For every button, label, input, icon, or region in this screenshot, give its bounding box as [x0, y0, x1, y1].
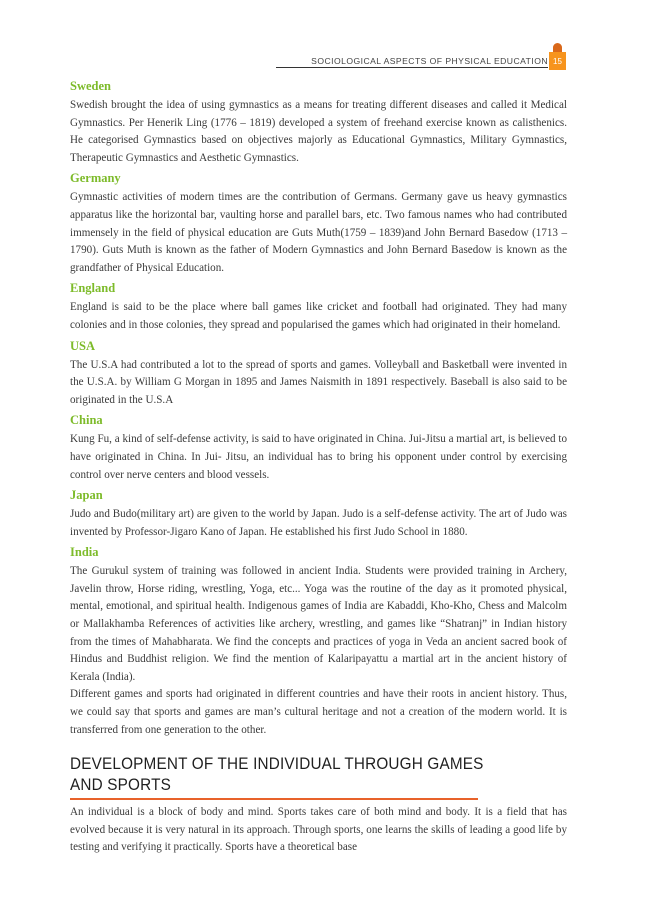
section-title: USA — [70, 338, 96, 353]
section-japan — [70, 487, 567, 541]
heading-line: AND SPORTS — [70, 775, 171, 795]
section-paragraph: Judo and Budo(military art) are given to the world by Japan. Judo is a self-defense activity. The art of Judo was invented by Professor-Jigaro Kano of Japan. He established his first Judo School in 1880. — [70, 508, 567, 538]
page-content — [70, 75, 567, 857]
section-england — [70, 280, 567, 334]
page-number-tab — [549, 52, 566, 70]
heading-underline — [70, 798, 478, 800]
section-germany — [70, 170, 567, 277]
section-title: India — [70, 545, 99, 560]
section-india — [70, 544, 567, 739]
section-paragraph: England is said to be the place where ball games like cricket and football had originated. They had many colonies and in those colonies, they spread and popularised the games which had originated in their homeland. — [70, 301, 567, 331]
running-title: SOCIOLOGICAL ASPECTS OF PHYSICAL EDUCATION — [311, 56, 548, 66]
development-section — [70, 753, 567, 857]
section-paragraph: Swedish brought the idea of using gymnastics as a means for treating different diseases and called it Medical Gymnastics. Per Henerik Ling (1776 – 1819) developed a system of freehand exercise known as calisthenics. He categorised Gymnastics based on objectives majorly as Educational Gymnastics, Military Gymnastics, Therapeutic Gymnastics and Aesthetic Gymnastics. — [70, 99, 567, 164]
section-sweden — [70, 78, 567, 167]
development-paragraph: An individual is a block of body and mind. Sports takes care of both mind and body. It is a field that has evolved because it is very natural in its approach. Through sports, one learns the skills of leading a good life by testing and verifying it practically. Sports have a theoretical base — [70, 806, 567, 854]
section-paragraph: Gymnastic activities of modern times are the contribution of Germans. Germany gave us heavy gymnastics apparatus like the horizontal bar, vaulting horse and parallel bars, etc. Two famous names who had contributed immensely in the field of physical education are Guts Muth(1759 – 1839)and John Bernard Basedow (1713 – 1790). Guts Muth is known as the father of Modern Gymnastics and John Bernard Basedow is known as the grandfather of Physical Education. — [70, 191, 567, 274]
section-title: Sweden — [70, 79, 111, 93]
heading-line: DEVELOPMENT OF THE INDIVIDUAL THROUGH GAMES — [70, 754, 484, 774]
section-usa — [70, 338, 567, 410]
section-china — [70, 412, 567, 484]
running-header — [276, 56, 548, 68]
section-paragraph: Kung Fu, a kind of self-defense activity, is said to have originated in China. Jui-Jitsu a martial art, is believed to have originated in China. In Jui- Jitsu, an individual has to bring his opponent under control by exercising control over nerve centers and blood vessels. — [70, 433, 567, 481]
section-title: England — [70, 281, 116, 296]
section-title: China — [70, 413, 103, 428]
development-heading — [70, 753, 517, 795]
section-paragraph: Different games and sports had originated in different countries and have their roots in ancient history. Thus, we could say that sports and games are man’s cultural heritage and not a creation of the modern world. It is transferred from one generation to the other. — [70, 688, 567, 736]
section-paragraph: The U.S.A had contributed a lot to the spread of sports and games. Volleyball and Basketball were invented in the U.S.A. by William G Morgan in 1895 and James Naismith in 1891 respectively. Baseball is also said to be originated in the U.S.A — [70, 358, 567, 406]
page-number: 15 — [553, 57, 562, 66]
section-title: Japan — [70, 488, 103, 503]
section-paragraph: The Gurukul system of training was followed in ancient India. Students were provided training in Archery, Javelin throw, Horse riding, wrestling, Yoga, etc... Yoga was the routine of the day as it promoted physical, mental, emotional, and spiritual health. Indigenous games of India are Kabaddi, Kho-Kho, Chess and Malcolm or Mallakhamba References of activities like archery, wrestling, and games like “Shatranj” in Indian history from the times of Mahabharata. We find the concepts and practices of yoga in Veda an ancient sacred book of Hindus and Buddhist religion. We find the mention of Kalaripayattu a martial art in the ancient history of Kerala (India). — [70, 565, 567, 683]
section-title: Germany — [70, 171, 121, 186]
